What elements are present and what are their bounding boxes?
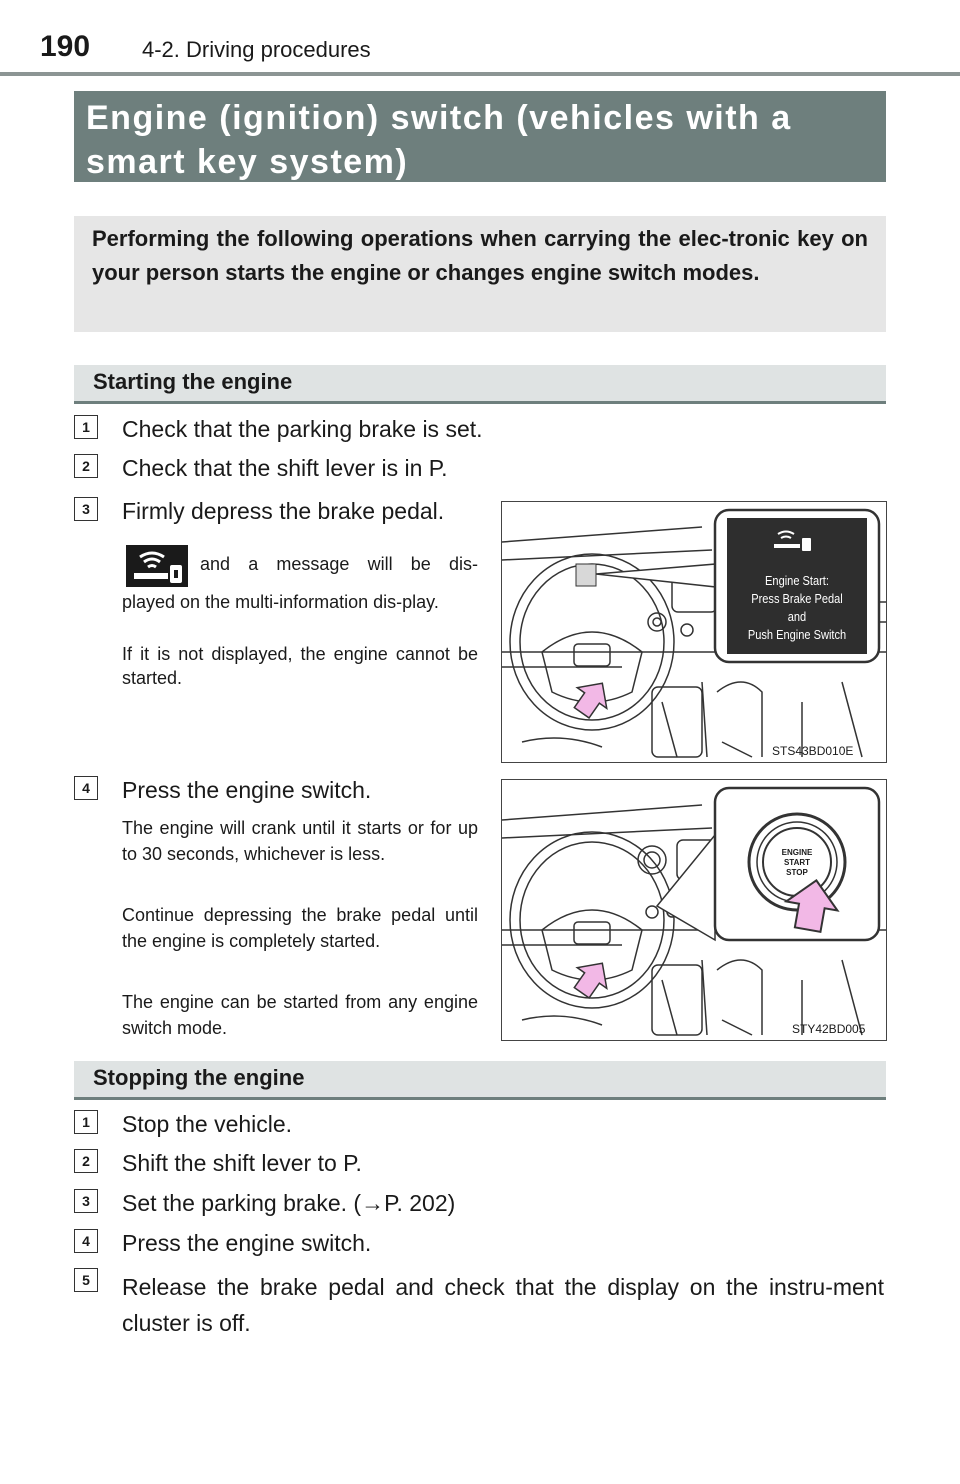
button-line: STOP	[786, 868, 808, 877]
step-number: 3	[74, 497, 98, 521]
step-number: 1	[74, 415, 98, 439]
step-number: 2	[74, 454, 98, 478]
intro-text: Performing the following operations when carrying the elec-tronic key on your person starts the engine or changes engine switch modes.	[92, 226, 868, 285]
subheading-stopping-label: Stopping the engine	[93, 1065, 305, 1090]
step3-note-a: and a message will be dis-	[200, 554, 478, 574]
step-number: 4	[74, 776, 98, 800]
step-text: Check that the shift lever is in P.	[122, 455, 448, 481]
subheading-starting	[74, 365, 886, 404]
step4-note-1: The engine will crank until it starts or for up to 30 seconds, whichever is less.	[122, 818, 478, 864]
engine-start-stop-button-label	[775, 848, 819, 878]
step3-note-b: played on the multi-information dis-play.	[122, 592, 439, 612]
step-text: Firmly depress the brake pedal.	[122, 498, 445, 524]
figure-dashboard-message	[501, 501, 887, 763]
subheading-starting-label: Starting the engine	[93, 369, 293, 394]
step-number: 3	[74, 1189, 98, 1213]
subheading-stopping	[74, 1061, 886, 1100]
step3-note-c: If it is not displayed, the engine cannot be started.	[122, 644, 478, 688]
display-line: Engine Start:	[765, 573, 829, 588]
display-line: Push Engine Switch	[747, 627, 847, 642]
display-line: and	[787, 609, 807, 624]
step-number: 5	[74, 1268, 98, 1292]
engine-switch-illustration	[502, 780, 886, 1040]
step4-note-2: Continue depressing the brake pedal until the engine is completely started.	[122, 905, 478, 951]
pink-up-arrow-icon	[567, 673, 617, 723]
step-text: Release the brake pedal and check that the display on the instru-ment cluster is off.	[122, 1274, 884, 1336]
step-number: 4	[74, 1229, 98, 1253]
button-line: ENGINE	[781, 848, 813, 857]
page-title: Engine (ignition) switch (vehicles with a smart key system)	[86, 99, 792, 181]
smart-key-indicator-icon	[126, 545, 188, 587]
step-text: Stop the vehicle.	[122, 1111, 293, 1137]
step-text: Check that the parking brake is set.	[122, 416, 483, 442]
header-rule	[0, 72, 960, 76]
step-text: Set the parking brake. (→P. 202)	[122, 1190, 456, 1216]
page-number: 190	[40, 30, 91, 63]
step-text: Press the engine switch.	[122, 777, 372, 803]
display-message	[738, 572, 857, 644]
figure-code: STS43BD010E	[772, 744, 854, 758]
step-number: 1	[74, 1110, 98, 1134]
display-line: Press Brake Pedal	[751, 591, 843, 606]
step-text: Shift the shift lever to P.	[122, 1150, 362, 1176]
button-line: START	[783, 858, 811, 867]
step4-note-3: The engine can be started from any engine switch mode.	[122, 992, 478, 1038]
figure-code: STY42BD005	[792, 1022, 866, 1036]
section-title: 4-2. Driving procedures	[142, 37, 371, 62]
step-text: Press the engine switch.	[122, 1230, 372, 1256]
figure-engine-switch	[501, 779, 887, 1041]
step-number: 2	[74, 1149, 98, 1173]
